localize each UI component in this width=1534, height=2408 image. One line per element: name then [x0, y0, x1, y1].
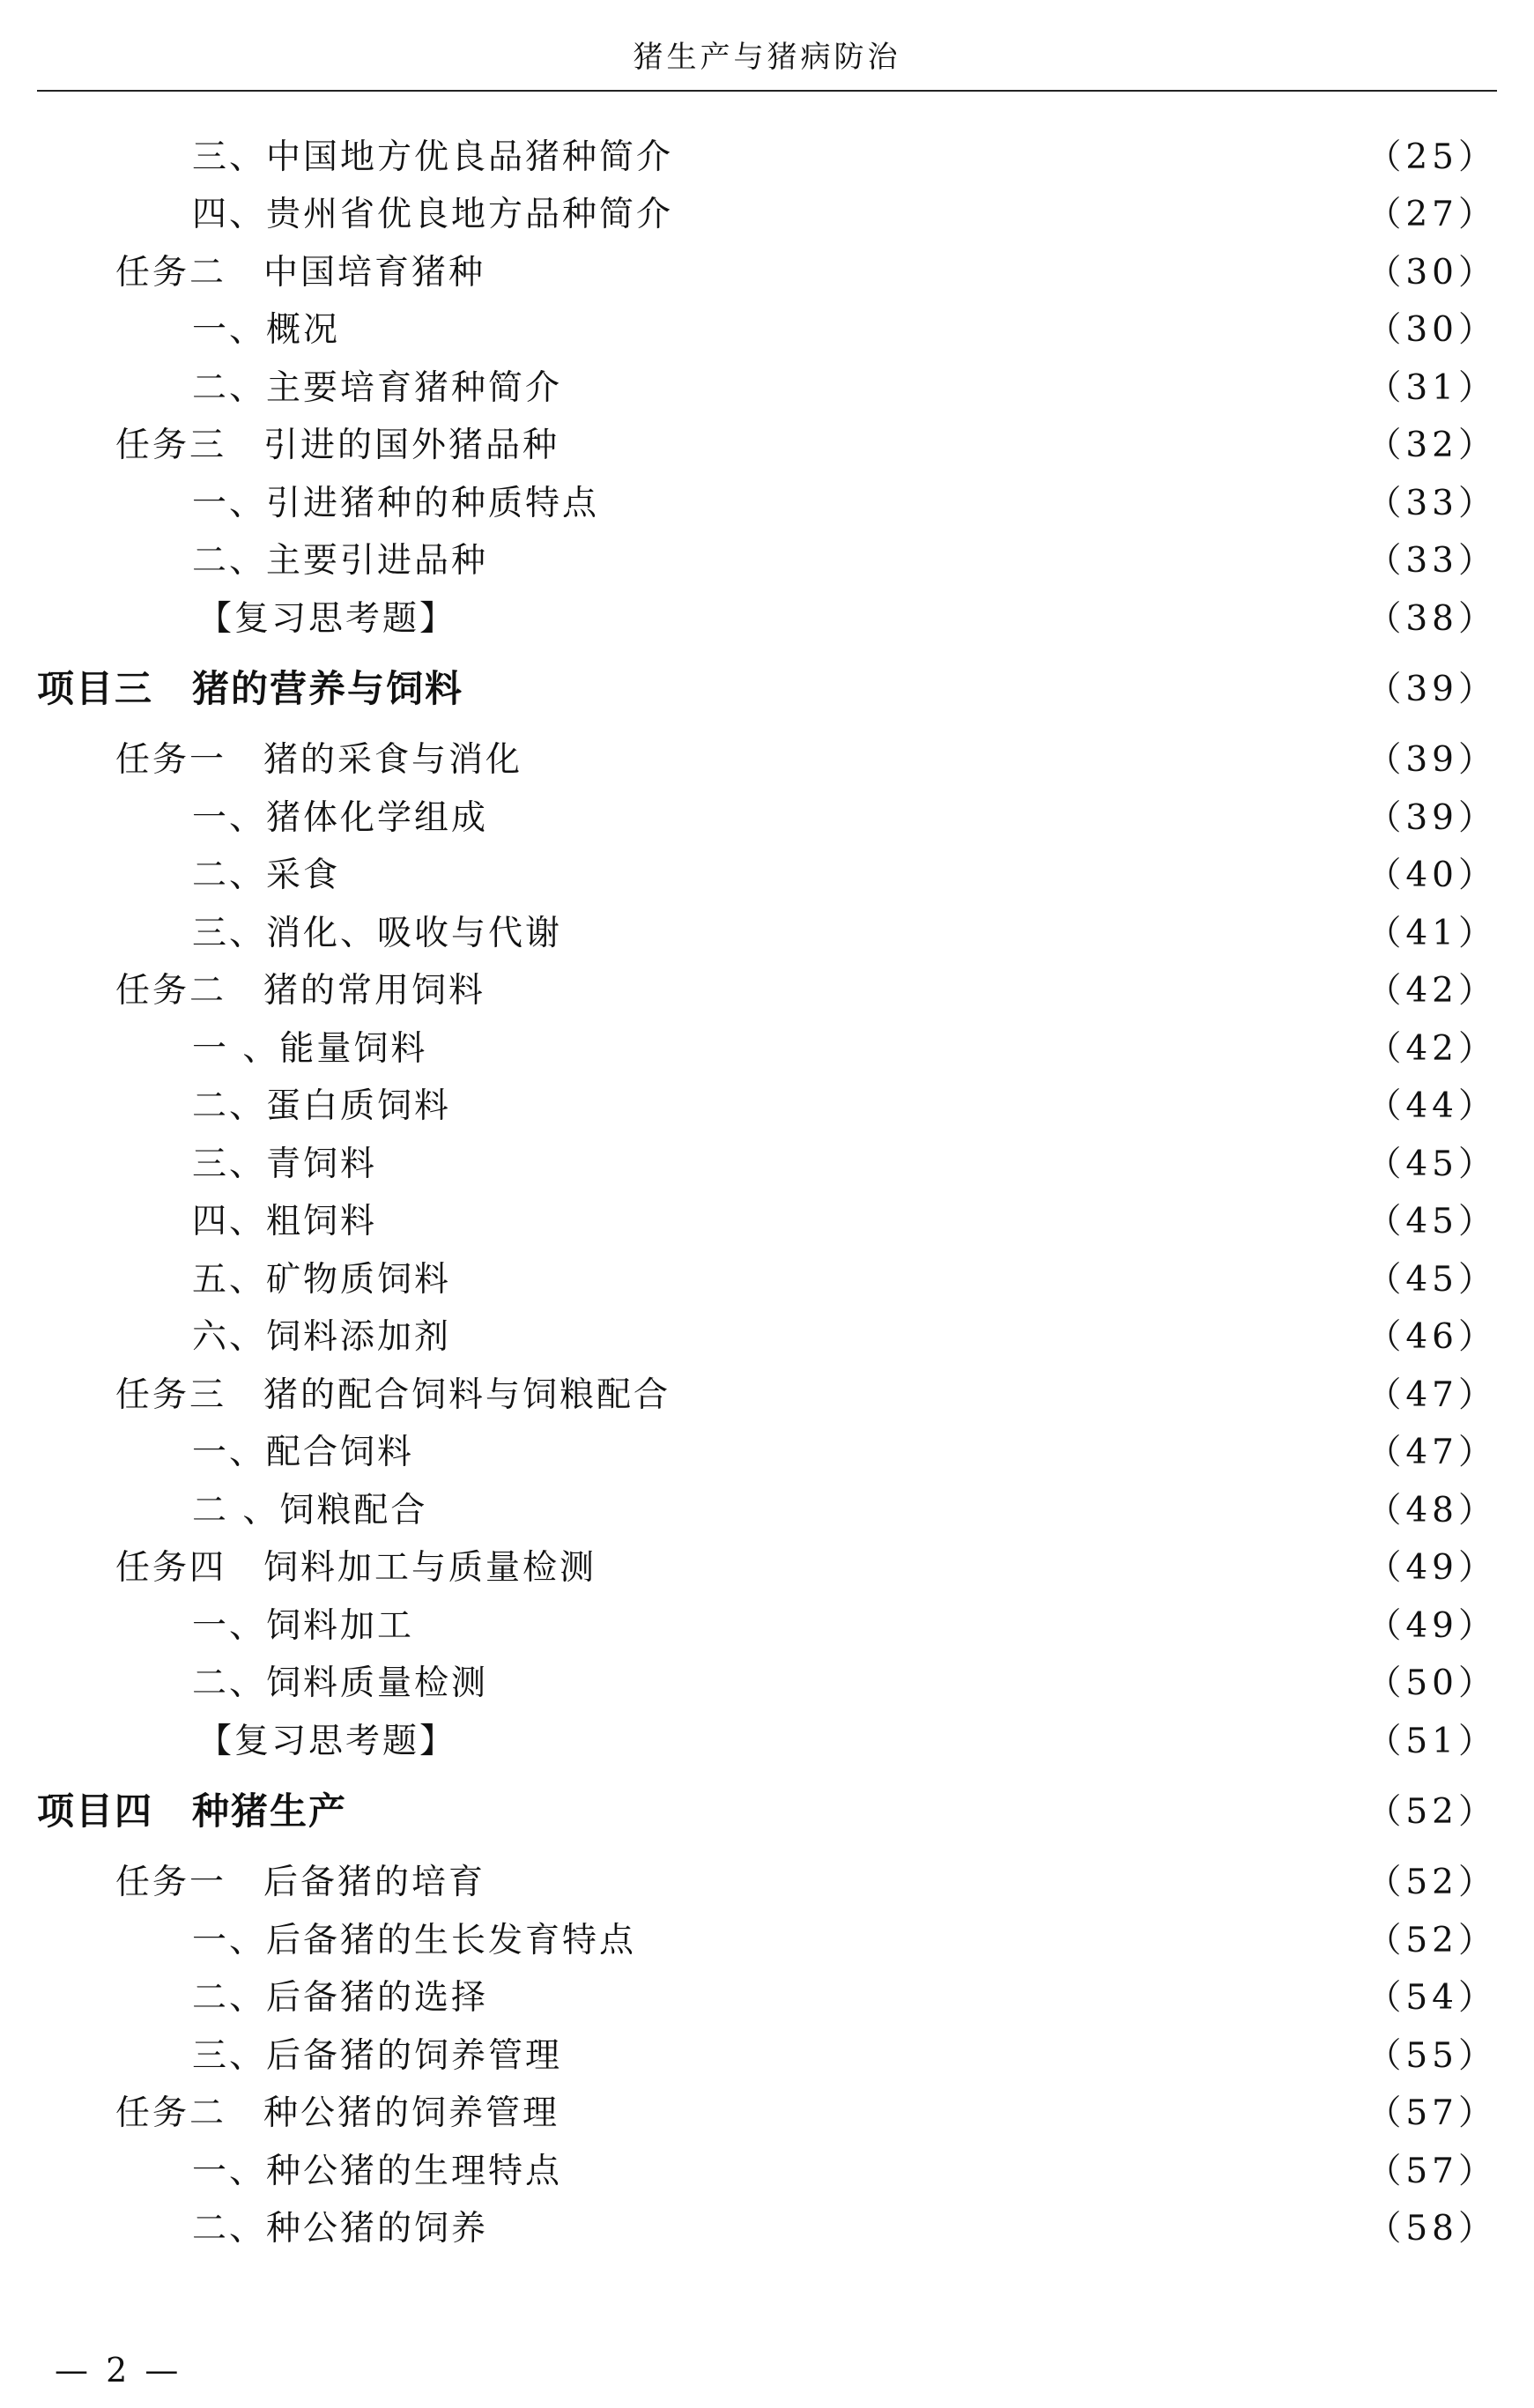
toc-entry-title: 一、概况: [192, 310, 341, 351]
toc-entry-title: 任务二 猪的常用饲料: [115, 971, 486, 1011]
toc-entry-title: 二 、饲粮配合: [192, 1490, 428, 1530]
dot-leader: [572, 2093, 1354, 2128]
dot-leader: [685, 137, 1354, 172]
toc-entry-section[interactable]: [37, 530, 1497, 588]
toc-entry-page: （55）: [1367, 2035, 1497, 2076]
toc-entry-title: 二、后备猪的选择: [192, 1978, 489, 2019]
dot-leader: [352, 309, 1354, 345]
toc-entry-title: 六、饲料添加剂: [192, 1317, 452, 1358]
dot-leader: [574, 913, 1354, 948]
toc-entry-page: （42）: [1367, 1028, 1497, 1069]
toc-entry-task[interactable]: [37, 1537, 1497, 1595]
toc-entry-title: 任务二 中国培育猪种: [115, 252, 486, 293]
toc-entry-section[interactable]: [37, 1017, 1497, 1075]
toc-entry-section[interactable]: [37, 299, 1497, 357]
toc-entry-title: 二、蛋白质饲料: [192, 1086, 452, 1127]
toc-entry-title: 一、饲料加工: [192, 1605, 415, 1646]
toc-entry-page: （54）: [1367, 1978, 1497, 2019]
dot-leader: [611, 483, 1354, 518]
dot-leader: [500, 2208, 1354, 2243]
toc-entry-page: （49）: [1367, 1605, 1497, 1646]
toc-entry-page: （45）: [1367, 1259, 1497, 1300]
toc-entry-page: （31）: [1367, 367, 1497, 408]
toc-entry-page: （50）: [1367, 1663, 1497, 1704]
toc-entry-page: （27）: [1367, 195, 1497, 235]
toc-entry-page: （41）: [1367, 913, 1497, 953]
toc-entry-title: 二、主要培育猪种简介: [192, 367, 563, 408]
toc-entry-page: （30）: [1367, 252, 1497, 293]
toc-entry-page: （40）: [1367, 856, 1497, 896]
dot-leader: [574, 2151, 1354, 2186]
dot-leader: [685, 194, 1354, 229]
dot-leader: [498, 1862, 1354, 1897]
dot-leader: [463, 1259, 1354, 1294]
toc-entry-section[interactable]: [37, 786, 1497, 844]
toc-entry-page: （45）: [1367, 1144, 1497, 1184]
toc-entry-title: 任务四 饲料加工与质量检测: [115, 1548, 597, 1589]
dot-leader: [683, 1374, 1354, 1410]
toc-entry-title: 项目三 猪的营养与饲料: [37, 667, 464, 710]
toc-entry-page: （58）: [1367, 2209, 1497, 2249]
toc-entry-title: 二、采食: [192, 856, 341, 896]
dot-leader: [498, 252, 1354, 287]
toc-entry-section[interactable]: [37, 2139, 1497, 2197]
toc-entry-project[interactable]: [37, 645, 1497, 729]
dot-leader: [572, 425, 1354, 460]
toc-entry-title: 二、种公猪的饲养: [192, 2209, 489, 2249]
toc-entry-section[interactable]: [37, 1190, 1497, 1248]
toc-entry-page: （46）: [1367, 1317, 1497, 1358]
dot-leader: [498, 970, 1354, 1005]
toc-entry-page: （51）: [1367, 1721, 1497, 1761]
toc-entry-title: 项目四 种猪生产: [37, 1789, 348, 1833]
toc-entry-page: （39）: [1367, 797, 1497, 838]
dot-leader: [500, 1663, 1354, 1698]
dot-leader: [389, 1201, 1354, 1236]
toc-entry-title: 四、粗饲料: [192, 1202, 378, 1242]
toc-entry-page: （30）: [1367, 310, 1497, 351]
toc-entry-section[interactable]: [37, 1132, 1497, 1190]
toc-entry-task[interactable]: [37, 241, 1497, 299]
toc-entry-title: 任务三 猪的配合饲料与饲粮配合: [115, 1374, 671, 1415]
toc-entry-section[interactable]: [37, 1908, 1497, 1967]
toc-entry-page: （57）: [1367, 2093, 1497, 2134]
toc-entry-title: 【复习思考题】: [197, 1721, 457, 1761]
toc-entry-title: 任务一 后备猪的培育: [115, 1863, 486, 1903]
toc-entry-title: 一、猪体化学组成: [192, 797, 489, 838]
toc-entry-page: （44）: [1367, 1086, 1497, 1127]
toc-entry-title: 一、配合饲料: [192, 1433, 415, 1473]
toc-entry-title: 【复习思考题】: [197, 598, 457, 639]
toc-entry-section[interactable]: [37, 1075, 1497, 1133]
toc-entry-title: 三、消化、吸收与代谢: [192, 913, 563, 953]
toc-entry-page: （38）: [1367, 598, 1497, 639]
toc-entry-title: 任务三 引进的国外猪品种: [115, 426, 560, 466]
toc-entry-page: （42）: [1367, 971, 1497, 1011]
dot-leader: [389, 1144, 1354, 1179]
toc-entry-title: 一、后备猪的生长发育特点: [192, 1920, 637, 1960]
toc-entry-page: （49）: [1367, 1548, 1497, 1589]
toc-entry-page: （52）: [1367, 1920, 1497, 1960]
toc-entry-section[interactable]: [37, 471, 1497, 530]
toc-entry-page: （52）: [1367, 1863, 1497, 1903]
dot-leader: [476, 669, 1354, 704]
toc-entry-page: （33）: [1367, 483, 1497, 523]
toc-entry-section[interactable]: [37, 1478, 1497, 1537]
toc-entry-title: 任务二 种公猪的饲养管理: [115, 2093, 560, 2134]
dot-leader: [352, 855, 1354, 890]
toc-entry-page: （57）: [1367, 2151, 1497, 2191]
dot-leader: [500, 1977, 1354, 2012]
toc-entry-section[interactable]: [37, 1652, 1497, 1710]
page-number: — 2 —: [55, 2351, 182, 2389]
table-of-contents: [37, 125, 1497, 2255]
dot-leader: [426, 1432, 1354, 1467]
dot-leader: [500, 540, 1354, 575]
toc-entry-page: （45）: [1367, 1202, 1497, 1242]
toc-entry-page: （25）: [1367, 137, 1497, 177]
toc-entry-section[interactable]: [37, 1421, 1497, 1479]
toc-entry-page: （39）: [1367, 670, 1497, 709]
toc-entry-task[interactable]: [37, 2082, 1497, 2140]
dot-leader: [359, 1791, 1354, 1826]
toc-entry-project[interactable]: [37, 1767, 1497, 1851]
toc-entry-section[interactable]: [37, 356, 1497, 414]
dot-leader: [500, 797, 1354, 833]
toc-entry-title: 三、青饲料: [192, 1144, 378, 1184]
dot-leader: [574, 367, 1354, 403]
book-title: 猪生产与猪病防治: [633, 40, 901, 75]
toc-entry-page: （52）: [1367, 1792, 1497, 1832]
toc-entry-section[interactable]: [37, 1306, 1497, 1364]
toc-entry-title: 三、后备猪的饲养管理: [192, 2035, 563, 2076]
toc-entry-page: （39）: [1367, 740, 1497, 781]
toc-entry-section[interactable]: [37, 844, 1497, 902]
toc-entry-title: 五、矿物质饲料: [192, 1259, 452, 1300]
toc-entry-title: 二、饲料质量检测: [192, 1663, 489, 1704]
toc-entry-title: 四、贵州省优良地方品种简介: [192, 195, 674, 235]
toc-entry-section[interactable]: [37, 1248, 1497, 1306]
dot-leader: [426, 1605, 1354, 1641]
toc-entry-section[interactable]: [37, 2024, 1497, 2082]
toc-entry-section[interactable]: [37, 125, 1497, 183]
dot-leader: [609, 1547, 1354, 1582]
dot-leader: [463, 1085, 1354, 1121]
toc-entry-review[interactable]: [37, 1709, 1497, 1767]
toc-entry-title: 一、种公猪的生理特点: [192, 2151, 563, 2191]
toc-entry-task[interactable]: [37, 414, 1497, 472]
dot-leader: [574, 2035, 1354, 2071]
toc-entry-title: 任务一 猪的采食与消化: [115, 740, 523, 781]
toc-entry-page: （48）: [1367, 1490, 1497, 1530]
toc-entry-page: （33）: [1367, 541, 1497, 582]
toc-entry-section[interactable]: [37, 183, 1497, 241]
toc-entry-title: 一 、能量饲料: [192, 1028, 428, 1069]
toc-entry-page: （47）: [1367, 1374, 1497, 1415]
toc-entry-page: （32）: [1367, 426, 1497, 466]
dot-leader: [469, 1721, 1354, 1756]
toc-entry-page: （47）: [1367, 1433, 1497, 1473]
dot-leader: [440, 1490, 1354, 1525]
toc-entry-section[interactable]: [37, 1594, 1497, 1652]
toc-entry-section[interactable]: [37, 901, 1497, 959]
toc-entry-title: 三、中国地方优良品猪种简介: [192, 137, 674, 177]
dot-leader: [648, 1920, 1354, 1955]
toc-entry-task[interactable]: [37, 1363, 1497, 1421]
toc-entry-task[interactable]: [37, 729, 1497, 787]
toc-entry-title: 二、主要引进品种: [192, 541, 489, 582]
running-header: [37, 26, 1497, 92]
dot-leader: [535, 739, 1354, 774]
toc-entry-task[interactable]: [37, 959, 1497, 1018]
toc-entry-title: 一、引进猪种的种质特点: [192, 483, 600, 523]
dot-leader: [469, 598, 1354, 633]
dot-leader: [440, 1028, 1354, 1063]
dot-leader: [463, 1316, 1354, 1352]
toc-entry-section[interactable]: [37, 1967, 1497, 2025]
toc-entry-task[interactable]: [37, 1851, 1497, 1909]
toc-entry-review[interactable]: [37, 587, 1497, 645]
toc-entry-section[interactable]: [37, 2197, 1497, 2256]
